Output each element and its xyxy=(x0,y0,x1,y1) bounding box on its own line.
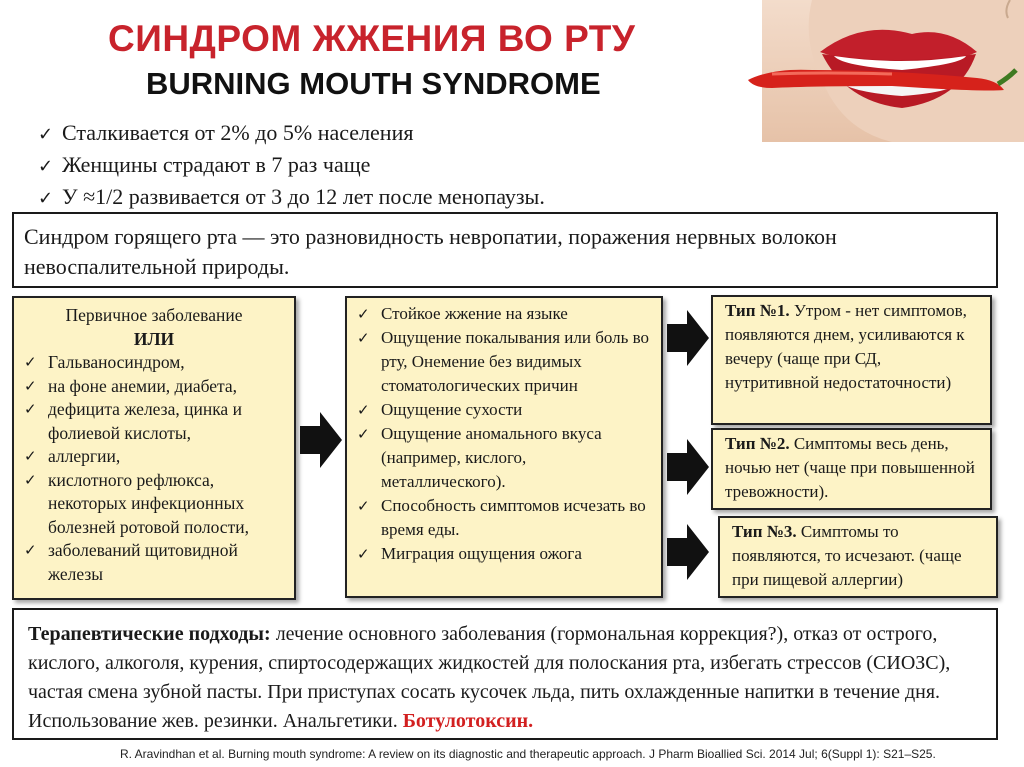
arrow-right-icon xyxy=(665,308,711,368)
checkmark-icon: ✓ xyxy=(357,329,370,347)
checkmark-icon: ✓ xyxy=(357,305,370,323)
therapy-highlight: Ботулотоксин. xyxy=(402,710,534,732)
stat-item: ✓ Сталкивается от 2% до 5% населения xyxy=(38,118,545,150)
list-item: ✓ Гальваносиндром, xyxy=(22,351,286,375)
arrow-right-icon xyxy=(665,522,711,582)
checkmark-icon: ✓ xyxy=(24,447,37,465)
type-1-box xyxy=(711,295,992,425)
checkmark-icon: ✓ xyxy=(38,156,54,177)
stat-item: ✓ У ≈1/2 развивается от 3 до 12 лет после менопаузы. xyxy=(38,182,545,214)
type-text: Симптомы весь день, ночью нет (чаще при повышенной тревожности). xyxy=(725,434,975,501)
checkmark-icon: ✓ xyxy=(24,400,37,418)
primary-disease-box xyxy=(12,296,296,600)
citation: R. Aravindhan et al. Burning mouth syndrome: A review on its diagnostic and therapeutic approach. J Pharm Bioallied Sci. 2014 Jul; 6(Suppl 1): S21–S25. xyxy=(120,747,936,761)
list-item: ✓ аллергии, xyxy=(22,445,286,469)
checkmark-icon: ✓ xyxy=(357,497,370,515)
primary-or: ИЛИ xyxy=(133,328,175,349)
type-label: Тип №3. xyxy=(732,522,797,541)
therapy-label: Терапевтические подходы: xyxy=(28,623,271,645)
type-2-box xyxy=(711,428,992,510)
page-subtitle: BURNING MOUTH SYNDROME xyxy=(146,66,601,101)
page-title: СИНДРОМ ЖЖЕНИЯ ВО РТУ xyxy=(108,18,636,59)
checkmark-icon: ✓ xyxy=(24,541,37,559)
list-item: ✓ на фоне анемии, диабета, xyxy=(22,375,286,399)
list-item: ✓ заболеваний щитовидной железы xyxy=(24,540,238,584)
checkmark-icon: ✓ xyxy=(24,470,37,489)
primary-heading: Первичное заболевание xyxy=(65,305,243,325)
checkmark-icon: ✓ xyxy=(357,545,370,563)
arrow-right-icon xyxy=(665,437,711,497)
checkmark-icon: ✓ xyxy=(24,353,37,371)
list-item: ✓ Стойкое жжение на языке xyxy=(355,302,653,326)
stat-item: ✓ Женщины страдают в 7 раз чаще xyxy=(38,150,545,182)
list-item: ✓ дефицита железа, цинка и фолиевой кислоты, xyxy=(24,399,242,443)
type-label: Тип №1. xyxy=(725,301,790,320)
type-3-box xyxy=(718,516,998,598)
type-label: Тип №2. xyxy=(725,434,790,453)
checkmark-icon: ✓ xyxy=(24,376,37,395)
list-item: ✓ кислотного рефлюкса, некоторых инфекционных болезней ротовой полости, xyxy=(24,469,249,537)
symptoms-box xyxy=(345,296,663,598)
lips-with-chili-image xyxy=(742,0,1024,142)
checkmark-icon: ✓ xyxy=(38,124,54,145)
stats-list xyxy=(38,118,545,214)
checkmark-icon: ✓ xyxy=(38,188,54,209)
list-item: ✓ Способность симптомов исчезать во время еды. xyxy=(357,496,646,539)
therapy-text: лечение основного заболевания (гормональная коррекция?), отказ от острого, кислого, алкоголя, курения, спиртосодержащих жидкостей для полоскания рта, избегать стрессов (СИОЗС), частая смена зубной пасты. При приступах сосать кусочек льда, пить охлажденные напитки в течение дня. Использование жев. резинки. Анальгетики. xyxy=(28,623,951,732)
checkmark-icon: ✓ xyxy=(357,401,370,419)
checkmark-icon: ✓ xyxy=(357,425,370,443)
type-text: Симптомы то появляются, то исчезают. (чаще при пищевой аллергии) xyxy=(732,522,962,589)
arrow-right-icon xyxy=(298,410,344,470)
list-item: ✓ Ощущение аномального вкуса (например, кислого, металлического). xyxy=(357,424,602,491)
type-text: Утром - нет симптомов, появляются днем, усиливаются к вечеру (чаще при СД, нутритивной недостаточности) xyxy=(725,301,967,392)
definition-text: Синдром горящего рта — это разновидность невропатии, поражения нервных волокон невоспалительной природы. xyxy=(24,224,837,279)
list-item: ✓ Ощущение сухости xyxy=(355,398,653,422)
therapy-box xyxy=(12,608,998,740)
list-item: ✓ Миграция ощущения ожога xyxy=(355,542,653,566)
list-item: ✓ Ощущение покалывания или боль во рту, Онемение без видимых стоматологических причин xyxy=(357,328,650,395)
definition-box xyxy=(12,212,998,288)
